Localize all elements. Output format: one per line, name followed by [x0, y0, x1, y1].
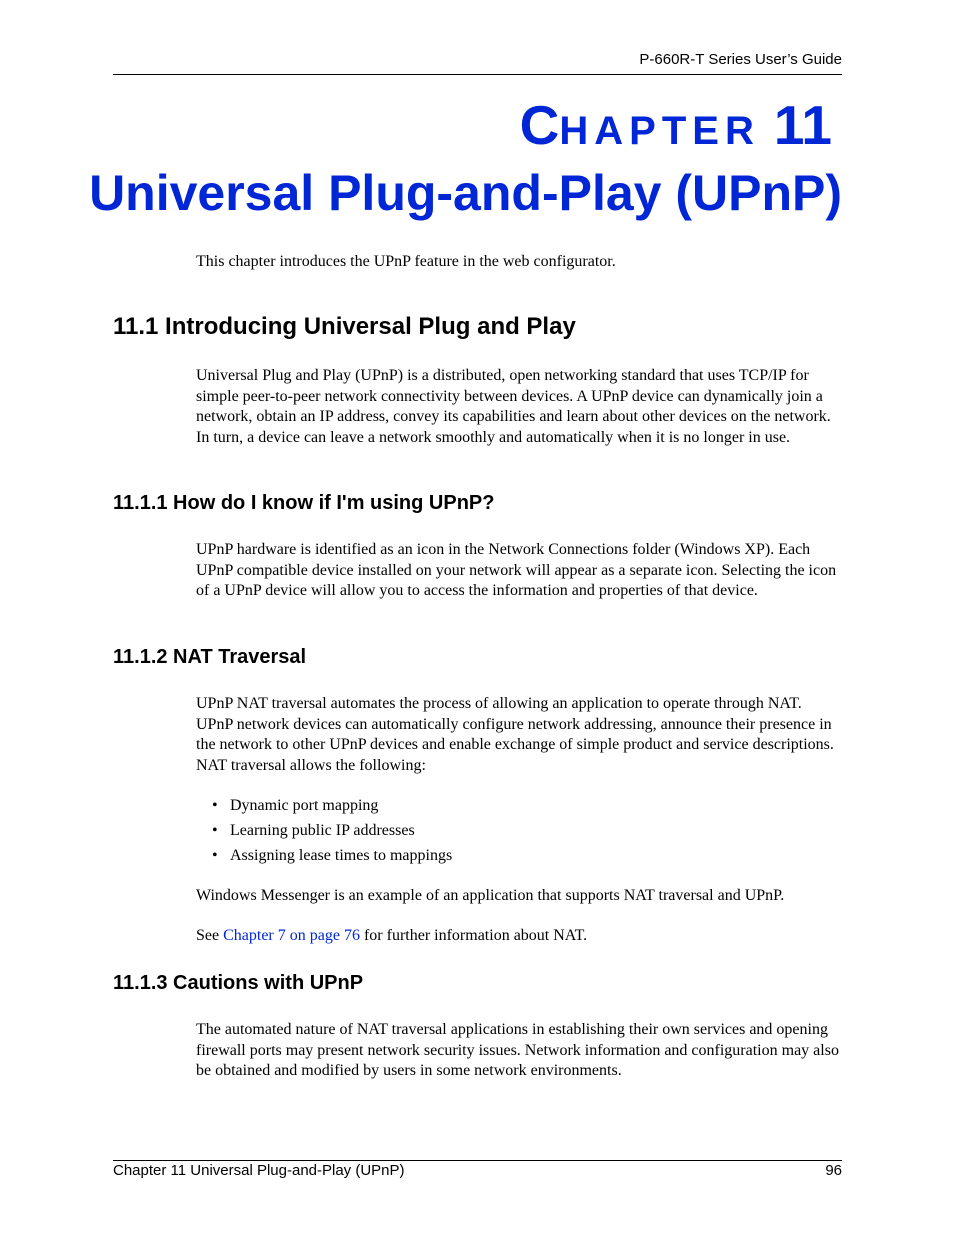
list-item-text: Assigning lease times to mappings: [230, 847, 453, 864]
see-also-prefix: See: [196, 927, 224, 944]
messenger-note: Windows Messenger is an example of an application that supports NAT traversal and UPnP.: [196, 887, 785, 904]
chapter-label-rest: HAPTER: [559, 109, 760, 153]
section-heading-11-1-3: 11.1.3 Cautions with UPnP: [113, 972, 364, 994]
section-body-11-1-3: The automated nature of NAT traversal applications in establishing their own services and opening firewall ports may present network security issues. Network information and configuration may also be obtained and modified by users in some network environments.: [196, 1021, 839, 1079]
chapter-label: [519, 94, 832, 156]
list-item: [212, 846, 452, 871]
nat-traversal-list: [212, 796, 452, 871]
running-header: P-660R-T Series User’s Guide: [639, 51, 842, 68]
chapter-label-initial: C: [519, 94, 560, 156]
bullet-marker: •: [212, 847, 218, 864]
chapter-title: Universal Plug-and-Play (UPnP): [89, 165, 842, 221]
section-body-11-1-2: UPnP NAT traversal automates the process of allowing an application to operate through NAT. UPnP network devices can automatically configure network addressing, announce their presence in the network to other UPnP devices and enable exchange of simple product and service descriptions. NAT traversal allows the following:: [196, 695, 834, 774]
section-heading-11-1-2: 11.1.2 NAT Traversal: [113, 646, 307, 668]
section-heading-11-1-1: 11.1.1 How do I know if I'm using UPnP?: [113, 492, 495, 514]
list-item: [212, 821, 452, 846]
section-heading-11-1: 11.1 Introducing Universal Plug and Play: [113, 313, 576, 340]
page-number: 96: [825, 1162, 842, 1179]
section-body-11-1: Universal Plug and Play (UPnP) is a distributed, open networking standard that uses TCP/IP for simple peer-to-peer network connectivity between devices. A UPnP device can dynamically join a network, obtain an IP address, convey its capabilities and learn about other devices on the network. In turn, a device can leave a network smoothly and automatically when it is no longer in use.: [196, 367, 831, 446]
see-also-line: [196, 926, 842, 947]
list-item-text: Dynamic port mapping: [230, 797, 379, 814]
chapter-number: 11: [773, 94, 832, 156]
section-body-11-1-1: UPnP hardware is identified as an icon in the Network Connections folder (Windows XP). Each UPnP compatible device installed on your network will appear as a separate icon. Selecting the icon of a UPnP device will allow you to access the information and properties of that device.: [196, 541, 837, 599]
list-item: [212, 796, 452, 821]
list-item-text: Learning public IP addresses: [230, 822, 415, 839]
chapter-7-link[interactable]: Chapter 7 on page 76: [223, 927, 360, 944]
bullet-marker: •: [212, 797, 218, 814]
footer-chapter-title: Chapter 11 Universal Plug-and-Play (UPnP): [113, 1162, 405, 1179]
see-also-suffix: for further information about NAT.: [359, 927, 588, 944]
footer-rule: [113, 1160, 842, 1161]
header-rule: [113, 74, 842, 75]
chapter-intro: This chapter introduces the UPnP feature in the web configurator.: [196, 253, 616, 270]
bullet-marker: •: [212, 822, 218, 839]
